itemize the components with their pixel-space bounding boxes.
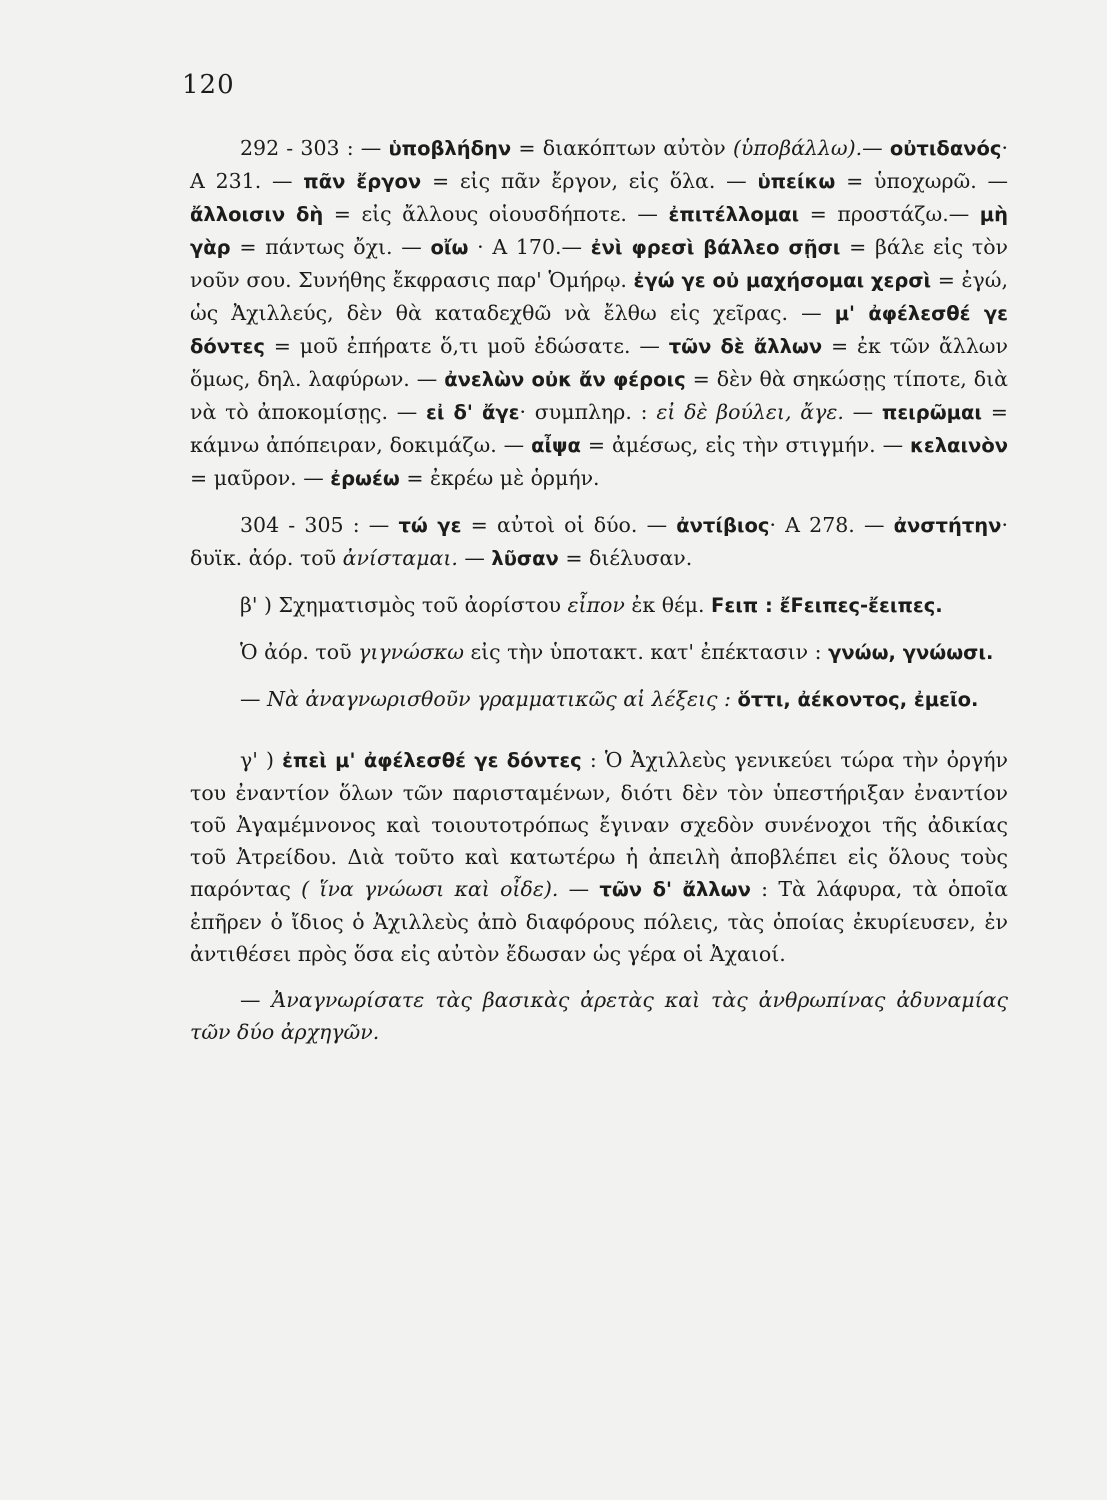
lemma-term: τῶν δὲ ἄλλων [668,335,823,358]
lemma-term: ἀντίβιος [676,514,770,537]
lemma-term: λῦσαν [491,547,559,570]
lemma-term: μ' ἀφέλεσθέ γε δόντες [190,302,1009,358]
text-run: — [862,136,890,160]
lemma-term: γνώω, γνώωσι. [828,641,994,664]
text-run: : Τὰ λάφυρα, τὰ ὁποῖα ἐπῆρεν ὁ ἴδιος ὁ Ἀχιλλεὺς ἀπὸ διαφόρους πόλεις, τὰς ὁποίας ἐκυρίευσεν, ἐν ἀντιθέσει πρὸς ὅσα εἰς αὐτὸν ἔδωσαν ὡς γέρα οἱ Ἀχαιοί. [190,877,1008,966]
page-body [190,132,1008,1048]
text-run: · Α 231. — [190,136,1008,193]
text-run: = κάμνω ἀπόπειραν, δοκιμάζω. — [190,400,1008,457]
lemma-term: ἐνὶ φρεσὶ βάλλεο σῇσι [590,236,841,259]
text-run: = εἰς πᾶν ἔργον, εἰς ὅλα. — [421,169,758,193]
lemma-term: οἴω [430,236,469,259]
text-run: = ἐκρέω μὲ ὁρμήν. [399,466,600,490]
text-run: = ὑποχωρῶ. — [835,169,1009,193]
lemma-term: ὑπείκω [757,170,836,193]
text-run: : Ὁ Ἀχιλλεὺς γενικεύει τώρα τὴν ὀργήν του ἐναντίον ὅλων τῶν παρισταμένων, διότι δὲν τὸν ὑπεστήριξαν ἐναντίον τοῦ Ἀγαμέμνονος καὶ τοιουτοτρόπως ἔγιναν σχεδὸν συνένοχοι τῆς ἀδικίας τοῦ Ἀτρείδου. Διὰ τοῦτο καὶ κατωτέρω ἡ ἀπειλὴ ἀποβλέπει εἰς ὅλους τοὺς παρόντας [190,748,1009,901]
lemma-term: ἀνελὼν οὐκ ἄν φέροις [444,368,686,391]
lemma-term: τώ γε [398,514,462,537]
italic-text: Ἀναγνωρίσατε τὰς βασικὰς ἀρετὰς καὶ τὰς ἀνθρωπίνας ἀδυναμίας τῶν δύο ἀρχηγῶν. [190,988,1008,1044]
paragraph-exercise-grammar [190,683,1008,716]
text-run: = μαῦρον. — [190,466,331,490]
lemma-term: ἐρωέω [330,467,400,490]
text-run: · συμπληρ. : [519,400,657,424]
lemma-term: τῶν δ' ἄλλων [599,878,751,901]
lemma-term: κελαινὸν [910,434,1009,457]
text-run: β' ) Σχηματισμὸς τοῦ ἀορίστου [240,593,568,617]
text-run: — [558,877,600,901]
text-run: = ἀμέσως, εἰς τὴν στιγμήν. — [580,433,910,457]
text-run: — [240,988,272,1012]
lemma-term: ἄλλοισιν δὴ [190,203,324,226]
text-run: = δὲν θὰ σηκώσῃς τίποτε, διὰ νὰ τὸ ἀποκομίσῃς. — [190,367,1008,424]
text-run: — [457,546,492,570]
paragraph-292-303 [190,132,1008,495]
lemma-term: αἶψα [531,434,581,457]
text-run: 304 - 305 : — [240,513,399,537]
lemma-term: πειρῶμαι [881,401,983,424]
lemma-term: ἀνστήτην [893,514,1002,537]
text-run: 292 - 303 : — [240,136,389,160]
lemma-term: Fειπ : ἔFειπες-ἔειπες. [711,594,943,617]
paragraph-commentary-gamma [190,744,1008,970]
text-run: Ὁ ἀόρ. τοῦ [240,640,359,664]
text-run: ἐκ θέμ. [624,593,712,617]
paragraph-304-305 [190,509,1008,575]
text-run: · Α 278. — [769,513,894,537]
text-run: γ' ) [240,748,283,772]
text-run: = πάντως ὄχι. — [230,235,431,259]
text-run: = αὐτοὶ οἱ δύο. — [461,513,677,537]
lemma-term: ἐγώ γε οὐ μαχήσομαι χερσὶ [633,269,932,292]
lemma-term: πᾶν ἔργον [303,170,422,193]
lemma-term: ἐπεὶ μ' ἀφέλεσθέ γε δόντες [282,749,582,772]
text-run: = μοῦ ἐπήρατε ὅ,τι μοῦ ἐδώσατε. — [264,334,669,358]
italic-text: εἰ δὲ βούλει, ἄγε. [656,400,844,424]
paragraph-aorist-eipon [190,589,1008,622]
text-run: · Α 170.— [468,235,591,259]
italic-text: γιγνώσκω [358,640,464,664]
paragraph-aorist-gignosko [190,636,1008,669]
text-run: — [843,400,882,424]
text-run: = ἐγώ, ὡς Ἀχιλλεύς, δὲν θὰ καταδεχθῶ νὰ ἔλθω εἰς χεῖρας. — [190,268,1008,325]
italic-text: ( ἵνα γνώωσι καὶ οἶδε). [301,877,559,901]
italic-text: εἶπον [567,593,625,617]
paragraph-exercise-virtues [190,984,1008,1048]
lemma-term: ὑποβλήδην [388,137,512,160]
text-run: = διέλυσαν. [558,546,693,570]
text-run: = ἐκ τῶν ἄλλων ὅμως, δηλ. λαφύρων. — [190,334,1008,391]
text-run: · δυϊκ. ἀόρ. τοῦ [190,513,1008,570]
lemma-term: ἐπιτέλλομαι [668,203,800,226]
text-run: — [240,687,268,711]
text-run: = βάλε εἰς τὸν νοῦν σου. Συνήθης ἔκφρασις παρ' Ὁμήρῳ. [190,235,1008,292]
italic-text: ἀνίσταμαι. [342,546,458,570]
lemma-term: μὴ γὰρ [190,203,1008,259]
text-run: εἰς τὴν ὑποτακτ. κατ' ἐπέκτασιν : [463,640,829,664]
lemma-term: οὐτιδανός [889,137,1002,160]
italic-text: (ὑποβάλλω). [732,136,863,160]
text-run: = διακόπτων αὐτὸν [511,136,733,160]
lemma-term: ὅττι, ἀέκοντος, ἐμεῖο. [737,688,979,711]
text-run: = εἰς ἄλλους οἱουσδήποτε. — [323,202,669,226]
italic-text: Νὰ ἀναγνωρισθοῦν γραμματικῶς αἱ λέξεις : [267,687,731,711]
lemma-term: εἰ δ' ἄγε [426,401,520,424]
text-run: = προστάζω.— [799,202,980,226]
page-number: 120 [182,70,235,100]
